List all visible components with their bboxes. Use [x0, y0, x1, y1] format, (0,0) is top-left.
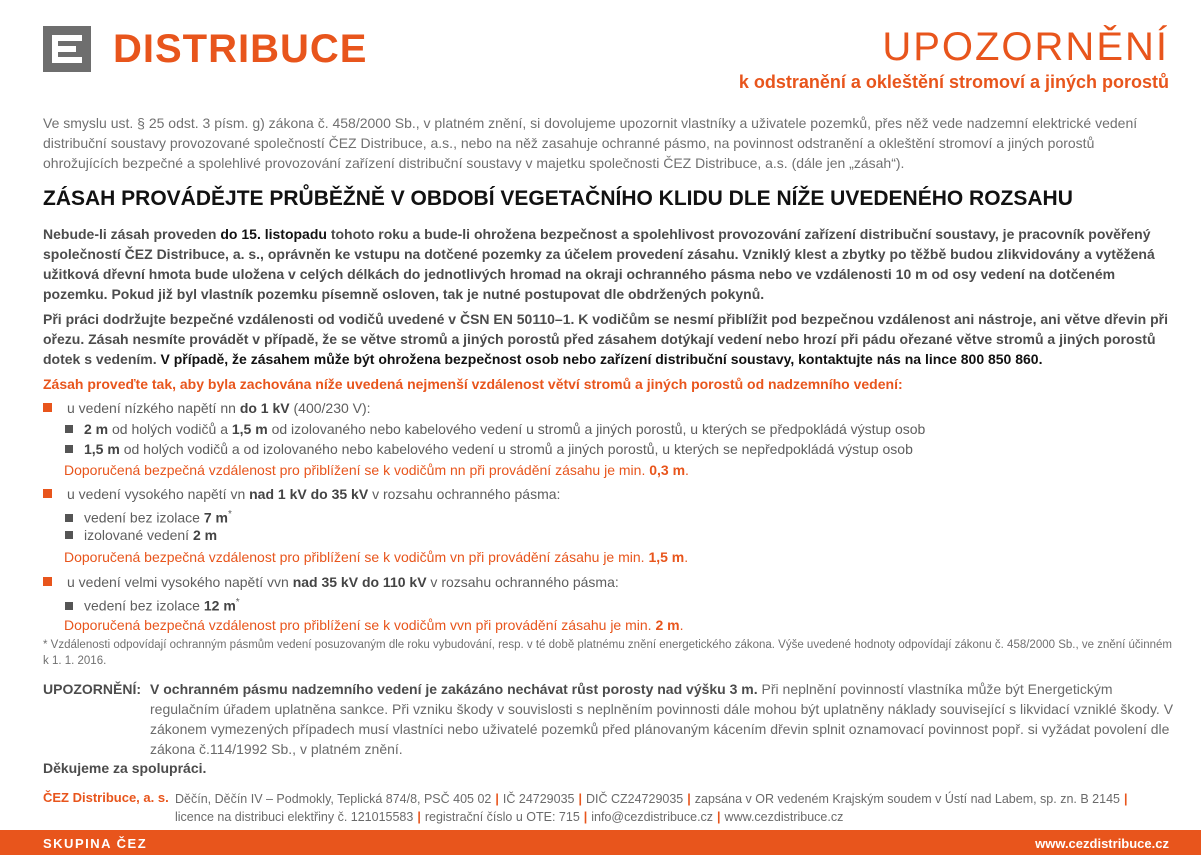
website-link[interactable]: www.cezdistribuce.cz — [1035, 836, 1169, 851]
text: vedení bez izolace — [84, 509, 204, 526]
dic: DIČ CZ24729035 — [585, 792, 684, 806]
text: od holých vodičů a od izolovaného nebo kabelového vedení u stromů a jiných porostů, u kterých se nepředpokládá výstup osob — [119, 441, 913, 457]
text: Při neplnění povinností vlastníka může být Energetickým regulačním úřadem uplatněna sankce. Při vzniku škody v souvislosti s neplněním povinnosti dále mohou být uplatněny náklady související s likvidací vzniklé škody. V zákonem vymezených případech musí vlastníci nebo uživatelé pozemků před plánovaným kácením dřevin splnit oznamovací povinnost popř. si vyžádat povolení dle zákona č.114/1992 Sb., v platném znění. — [150, 681, 1174, 757]
separator: | — [583, 810, 588, 824]
email-link[interactable]: info@cezdistribuce.cz — [591, 810, 714, 824]
footnote: * Vzdálenosti odpovídají ochranným pásmům vedení posuzovaným dle roku vybudování, resp. v té době platnému znění energetického zákona. Výše uvedené hodnoty odpovídají zákonu č. 458/2000 Sb., ve znění účinném k 1. 1. 2016. — [43, 639, 1172, 667]
bullet-icon — [65, 425, 73, 433]
bullet-icon — [43, 403, 52, 412]
value: 12 m — [203, 597, 236, 614]
ic: IČ 24729035 — [502, 792, 575, 806]
text: . — [1038, 351, 1043, 367]
address: Děčín, Děčín IV – Podmokly, Teplická 874/8, PSČ 405 02 — [175, 792, 492, 806]
value: 1,5 m — [648, 549, 685, 565]
recommendation-vvn — [64, 615, 683, 635]
text: izolované vedení — [84, 527, 193, 543]
bullet-icon — [65, 445, 73, 453]
thanks: Děkujeme za spolupráci. — [43, 760, 207, 776]
value: 1,5 m — [84, 441, 120, 457]
instruction: Zásah proveďte tak, aby byla zachována níže uvedená nejmenší vzdálenost větví stromů a jiných porostů od nadzemního vedení: — [43, 376, 903, 392]
warning-text — [150, 679, 1175, 759]
ote-number: registrační číslo u OTE: 715 — [424, 810, 580, 824]
text: Doporučená bezpečná vzdálenost pro přiblížení se k vodičům vn při provádění zásahu je min. — [64, 549, 649, 565]
value: 0,3 m — [649, 462, 686, 478]
value: 2 m — [655, 617, 680, 633]
license: licence na distribuci elektřiny č. 121015583 — [175, 810, 414, 824]
main-heading: ZÁSAH PROVÁDĚJTE PRŮBĚŽNĚ V OBDOBÍ VEGETAČNÍHO KLIDU DLE NÍŽE UVEDENÉHO ROZSAHU — [43, 187, 1073, 210]
warning-label: UPOZORNĚNÍ: — [43, 681, 141, 697]
value: 2 m — [192, 527, 218, 543]
hotline-text: V případě, že zásahem může být ohrožena bezpečnost osob nebo zařízení distribuční soustavy, kontaktujte nás na lince 800 850 860 — [160, 351, 1039, 367]
recommendation-nn — [64, 460, 689, 480]
value: nad 35 kV do 110 kV — [292, 574, 427, 590]
text: vedení bez izolace — [84, 597, 204, 614]
text: u vedení vysokého napětí vn — [67, 486, 250, 502]
text: u vedení nízkého napětí nn — [67, 400, 240, 416]
separator: | — [578, 792, 582, 806]
text: Doporučená bezpečná vzdálenost pro přiblížení se k vodičům nn při provádění zásahu je min. — [64, 462, 650, 478]
page-subtitle: k odstranění a okleštění stromoví a jiných porostů — [738, 72, 1169, 92]
deadline-paragraph — [43, 224, 1173, 304]
separator: | — [1123, 792, 1128, 806]
text: . — [685, 462, 689, 478]
brand-name: DISTRIBUCE — [113, 27, 368, 71]
bottom-bar — [0, 830, 1201, 855]
list-item-nn — [43, 398, 371, 418]
list-item-vn — [43, 484, 560, 504]
text: v rozsahu ochranného pásma: — [368, 486, 561, 502]
text: u vedení velmi vysokého napětí vvn — [67, 574, 293, 590]
cez-logo — [43, 26, 91, 72]
separator: | — [495, 792, 499, 806]
registration: zapsána v OR vedeném Krajským soudem v Ústí nad Labem, sp. zn. B 2145 — [694, 792, 1120, 806]
value: 1,5 m — [231, 421, 268, 437]
company-name: ČEZ Distribuce, a. s. — [43, 790, 169, 805]
recommendation-vn — [64, 547, 688, 567]
text: od izolovaného nebo kabelového vedení u stromů a jiných porostů, u kterých se předpokládá výstup osob — [267, 421, 926, 437]
page-title: UPOZORNĚNÍ — [882, 25, 1169, 69]
text: od holých vodičů a — [108, 421, 232, 437]
bullet-icon — [65, 602, 73, 610]
value: nad 1 kV do 35 kV — [249, 486, 369, 502]
sub-item-nn-2 — [65, 439, 913, 459]
safety-paragraph — [43, 309, 1173, 369]
intro-paragraph: Ve smyslu ust. § 25 odst. 3 písm. g) zákona č. 458/2000 Sb., v platném znění, si dovolujeme upozornit vlastníky a uživatele pozemků, přes něž vede nadzemní elektrické vedení distribuční soustavy provozované společností ČEZ Distribuce, a.s., nebo na něž zasahuje ochranné pásmo, na povinnost odstranění a okleštění stromoví a jiných porostů ohrožujících bezpečné a spolehlivé provozování zařízení distribuční soustavy v majetku společnosti ČEZ Distribuce, a.s. (dále jen „zásah“). — [43, 115, 1138, 171]
bullet-icon — [43, 489, 52, 498]
text: . — [679, 617, 684, 633]
group-label: SKUPINA ČEZ — [43, 836, 148, 851]
sub-item-nn-1 — [65, 419, 925, 439]
text: Nebude-li zásah proveden — [43, 226, 221, 242]
separator: | — [717, 810, 721, 824]
value: do 1 kV — [239, 400, 290, 416]
sub-item-vn-2 — [65, 525, 217, 545]
bullet-icon — [65, 531, 73, 539]
bullet-icon — [43, 577, 52, 586]
value: 7 m — [203, 509, 228, 526]
text: tohoto roku a bude-li ohrožena bezpečnost a spolehlivost provozování zařízení distribuční soustavy, je pracovník pověřený společností ČEZ Distribuce, a. s., oprávněn ke vstupu na dotčené pozemky za účelem provedení zásahu. Vzniklý klest a zbytky po těžbě budou zlikvidovány a vytěžená užitková dřevní hmota bude uložena v celých délkách do jednotlivých hromad na okraji ochranného pásma nebo ve vzdálenosti 10 m od osy vedení na dotčeném pozemku. Pokud již byl vlastník pozemku písemně osloven, tak je nutné postupovat dle obdržených pokynů. — [43, 226, 1155, 302]
text: v rozsahu ochranného pásma: — [426, 574, 619, 590]
value: 2 m — [84, 421, 109, 437]
company-details — [175, 790, 1175, 826]
warning-bold: V ochranném pásmu nadzemního vedení je zakázáno nechávat růst porosty nad výšku 3 m. — [150, 681, 758, 697]
list-item-vvn — [43, 572, 619, 592]
text: . — [684, 549, 689, 565]
deadline: do 15. listopadu — [220, 226, 327, 242]
asterisk: * — [227, 509, 232, 520]
bullet-icon — [65, 514, 73, 522]
text: (400/230 V): — [289, 400, 371, 416]
text: Doporučená bezpečná vzdálenost pro přiblížení se k vodičům vvn při provádění zásahu je min. — [64, 617, 656, 633]
web-link[interactable]: www.cezdistribuce.cz — [724, 810, 844, 824]
sub-item-vvn-1 — [65, 593, 240, 616]
separator: | — [417, 810, 421, 824]
separator: | — [687, 792, 691, 806]
asterisk: * — [235, 597, 240, 608]
text: Při práci dodržujte bezpečné vzdálenosti od vodičů uvedené v ČSN EN 50110–1. K vodičům se nesmí přiblížit pod bezpečnou vzdálenost ani nástroje, ani větve dřevin při ořezu. Zásah nesmíte provádět v případě, že se větve stromů a jiných porostů před zásahem dotýkají vedení nebo hrozí při pádu ořezané větve stromů a jiných porostů dotek s vedením. — [43, 311, 1168, 367]
